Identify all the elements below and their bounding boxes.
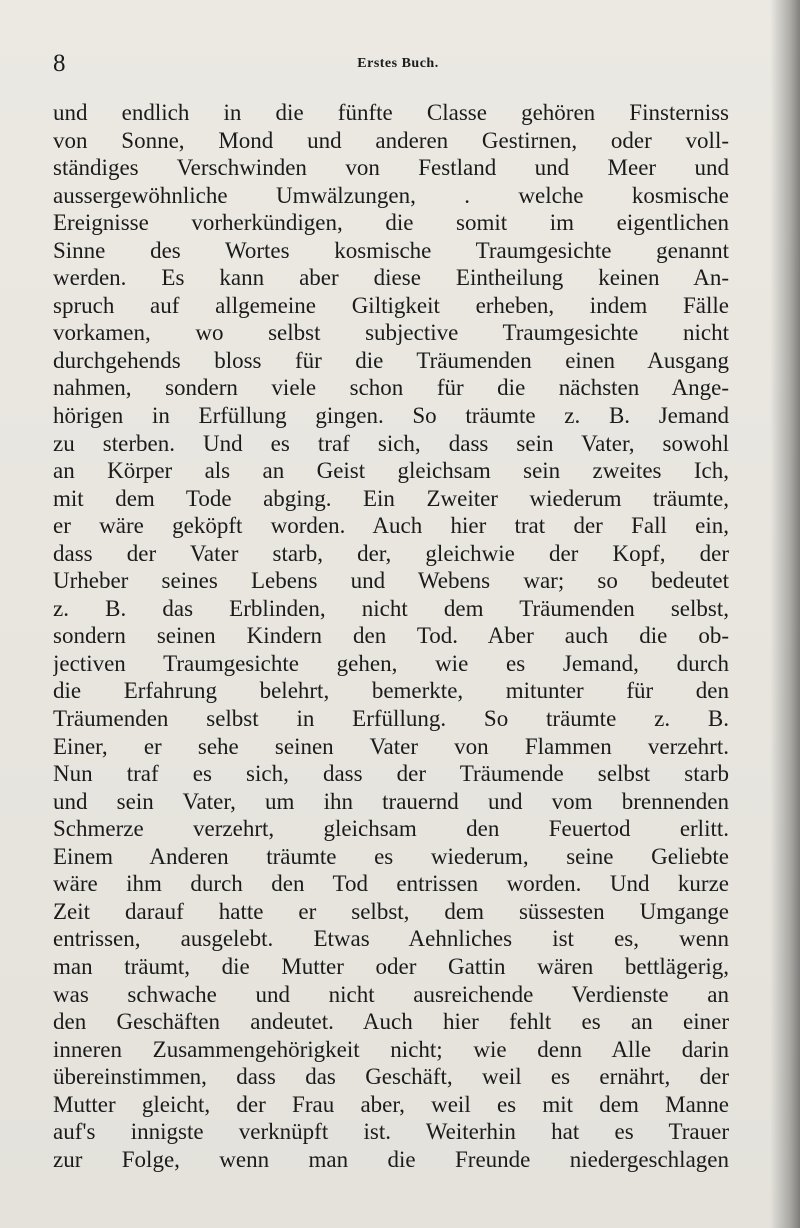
text-line: jectiven Traumgesichte gehen, wie es Jemand, durch	[53, 650, 729, 676]
text-line: zur Folge, wenn man die Freunde niedergeschlagen	[53, 1146, 729, 1172]
text-line: die Erfahrung belehrt, bemerkte, mitunter für den	[53, 678, 729, 704]
text-line: Einem Anderen träumte es wiederum, seine Geliebte	[53, 843, 729, 869]
text-line: durchgehends bloss für die Träumenden einen Ausgang	[53, 347, 729, 373]
text-line: Ereignisse vorherkündigen, die somit im eigentlichen	[53, 210, 729, 236]
text-line: übereinstimmen, dass das Geschäft, weil es ernährt, der	[53, 1064, 729, 1090]
text-line: inneren Zusammengehörigkeit nicht; wie denn Alle darin	[53, 1036, 729, 1062]
text-line: Träumenden selbst in Erfüllung. So träumte z. B.	[53, 706, 729, 732]
text-line: wäre ihm durch den Tod entrissen worden. Und kurze	[53, 871, 729, 897]
text-line: Schmerze verzehrt, gleichsam den Feuertod erlitt.	[53, 816, 729, 842]
text-line: sondern seinen Kindern den Tod. Aber auch die ob-	[53, 623, 729, 649]
text-line: Mutter gleicht, der Frau aber, weil es mit dem Manne	[53, 1091, 729, 1117]
text-line: auf's innigste verknüpft ist. Weiterhin hat es Trauer	[53, 1119, 729, 1145]
text-line: z. B. das Erblinden, nicht dem Träumenden selbst,	[53, 595, 729, 621]
text-line: von Sonne, Mond und anderen Gestirnen, oder voll-	[53, 127, 729, 153]
text-line: man träumt, die Mutter oder Gattin wären bettlägerig,	[53, 953, 729, 979]
text-line: und sein Vater, um ihn trauernd und vom brennenden	[53, 788, 729, 814]
text-line: dass der Vater starb, der, gleichwie der Kopf, der	[53, 540, 729, 566]
page-number: 8	[53, 50, 66, 77]
text-line: Nun traf es sich, dass der Träumende selbst starb	[53, 761, 729, 787]
text-line: Urheber seines Lebens und Webens war; so bedeutet	[53, 568, 729, 594]
text-line: werden. Es kann aber diese Eintheilung keinen An-	[53, 265, 729, 291]
text-line: nahmen, sondern viele schon für die nächsten Ange-	[53, 375, 729, 401]
text-line: und endlich in die fünfte Classe gehören Finsterniss	[53, 100, 729, 125]
running-head	[53, 46, 743, 82]
text-line: aussergewöhnliche Umwälzungen, . welche kosmische	[53, 182, 729, 208]
text-line: vorkamen, wo selbst subjective Traumgesichte nicht	[53, 320, 729, 346]
text-line: was schwache und nicht ausreichende Verdienste an	[53, 981, 729, 1007]
text-line: spruch auf allgemeine Giltigkeit erheben, indem Fälle	[53, 292, 729, 318]
text-line: Zeit darauf hatte er selbst, dem süssesten Umgange	[53, 898, 729, 924]
text-line: den Geschäften andeutet. Auch hier fehlt es an einer	[53, 1009, 729, 1035]
text-line: Sinne des Wortes kosmische Traumgesichte genannt	[53, 237, 729, 263]
text-line: ständiges Verschwinden von Festland und Meer und	[53, 155, 729, 181]
text-line: entrissen, ausgelebt. Etwas Aehnliches ist es, wenn	[53, 926, 729, 952]
body-text	[53, 99, 729, 1173]
text-line: zu sterben. Und es traf sich, dass sein Vater, sowohl	[53, 430, 729, 456]
text-line: hörigen in Erfüllung gingen. So träumte z. B. Jemand	[53, 403, 729, 429]
running-head-title: Erstes Buch.	[357, 56, 439, 71]
text-line: er wäre geköpft worden. Auch hier trat der Fall ein,	[53, 513, 729, 539]
text-line: mit dem Tode abging. Ein Zweiter wiederum träumte,	[53, 485, 729, 511]
text-line: Einer, er sehe seinen Vater von Flammen verzehrt.	[53, 733, 729, 759]
text-line: an Körper als an Geist gleichsam sein zweites Ich,	[53, 458, 729, 484]
